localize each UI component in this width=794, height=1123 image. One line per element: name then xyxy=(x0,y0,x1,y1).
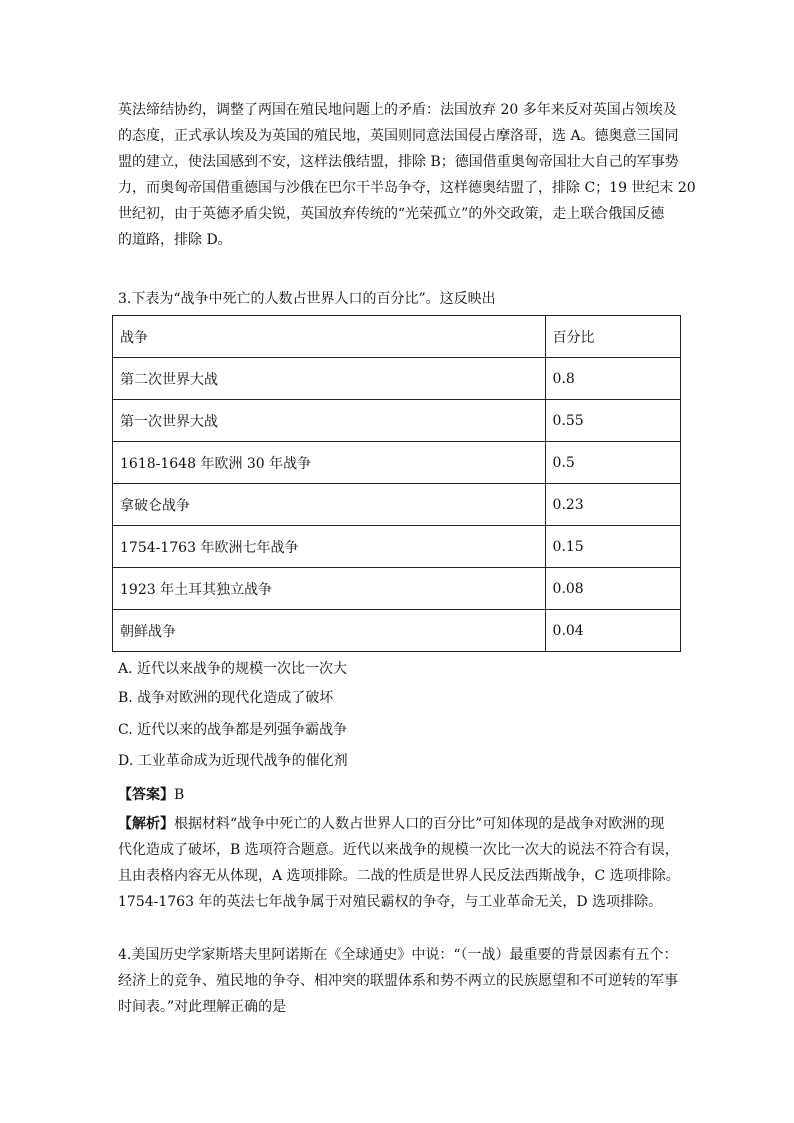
answer-label: 【答案】 xyxy=(118,787,174,803)
table-row xyxy=(113,358,681,400)
option-b: B. 战争对欧洲的现代化造成了破坏 xyxy=(118,690,334,706)
intro-line: 世纪初，由于英德矛盾尖锐，英国放弃传统的“光荣孤立”的外交政策，走上联合俄国反德 xyxy=(118,206,665,222)
analysis-paragraph xyxy=(118,811,684,915)
table-cell-percent: 0.04 xyxy=(545,610,680,652)
question-4-line: 经济上的竞争、殖民地的争夺、相冲突的联盟体系和势不两立的民族愿望和不可逆转的军事 xyxy=(118,973,678,989)
analysis-line: 1754-1763 年的英法七年战争属于对殖民霸权的争夺，与工业革命无关，D 选项排除。 xyxy=(118,894,663,910)
table-cell-war: 朝鲜战争 xyxy=(113,610,546,652)
option-c: C. 近代以来的战争都是列强争霸战争 xyxy=(118,722,348,738)
analysis-line: 【解析】根据材料“战争中死亡的人数占世界人口的百分比”可知体现的是战争对欧洲的现 xyxy=(118,816,665,832)
answer-line xyxy=(118,785,184,805)
table-header-cell: 战争 xyxy=(113,316,546,358)
table-cell-percent: 0.55 xyxy=(545,400,680,442)
table-cell-war: 1618-1648 年欧洲 30 年战争 xyxy=(113,442,546,484)
analysis-label: 【解析】 xyxy=(118,816,174,832)
option-d: D. 工业革命成为近现代战争的催化剂 xyxy=(118,753,348,769)
question-3-stem: 3.下表为“战争中死亡的人数占世界人口的百分比”。这反映出 xyxy=(118,291,496,307)
war-deaths-table xyxy=(112,315,681,652)
intro-line: 力，而奥匈帝国借重德国与沙俄在巴尔干半岛争夺，这样德奥结盟了，排除 C；19 世纪末 20 xyxy=(118,180,696,196)
intro-analysis-paragraph xyxy=(118,97,696,253)
question-4-line: 时间表。”对此理解正确的是 xyxy=(118,999,287,1015)
table-header-cell: 百分比 xyxy=(545,316,680,358)
table-row xyxy=(113,484,681,526)
table-row xyxy=(113,568,681,610)
table-cell-percent: 0.23 xyxy=(545,484,680,526)
table-cell-percent: 0.08 xyxy=(545,568,680,610)
intro-line: 英法缔结协约，调整了两国在殖民地问题上的矛盾：法国放弃 20 多年来反对英国占领埃及 xyxy=(118,102,677,118)
table-cell-percent: 0.5 xyxy=(545,442,680,484)
table-header-row xyxy=(113,316,681,358)
table-row xyxy=(113,610,681,652)
intro-line: 的态度，正式承认埃及为英国的殖民地，英国则同意法国侵占摩洛哥，选 A。德奥意三国同 xyxy=(118,128,679,144)
table-row xyxy=(113,526,681,568)
table-cell-war: 1754-1763 年欧洲七年战争 xyxy=(113,526,546,568)
table-row xyxy=(113,442,681,484)
intro-line: 盟的建立，使法国感到不安，这样法俄结盟，排除 B；德国借重奥匈帝国壮大自己的军事势 xyxy=(118,154,679,170)
option-a: A. 近代以来战争的规模一次比一次大 xyxy=(118,661,348,677)
table-cell-war: 第二次世界大战 xyxy=(113,358,546,400)
table-cell-war: 1923 年土耳其独立战争 xyxy=(113,568,546,610)
table-cell-war: 第一次世界大战 xyxy=(113,400,546,442)
analysis-line: 代化造成了破坏，B 选项符合题意。近代以来战争的规模一次比一次大的说法不符合有误， xyxy=(118,842,679,858)
answer-value: B xyxy=(174,787,185,803)
question-4-stem xyxy=(118,942,684,1020)
intro-line: 的道路，排除 D。 xyxy=(118,232,232,248)
table-cell-percent: 0.15 xyxy=(545,526,680,568)
table-row xyxy=(113,400,681,442)
table-cell-percent: 0.8 xyxy=(545,358,680,400)
analysis-line: 且由表格内容无从体现，A 选项排除。二战的性质是世界人民反法西斯战争，C 选项排除。 xyxy=(118,868,680,884)
question-4-line: 4.美国历史学家斯塔夫里阿诺斯在《全球通史》中说：“（一战）最重要的背景因素有五个： xyxy=(118,947,678,963)
table-cell-war: 拿破仑战争 xyxy=(113,484,546,526)
